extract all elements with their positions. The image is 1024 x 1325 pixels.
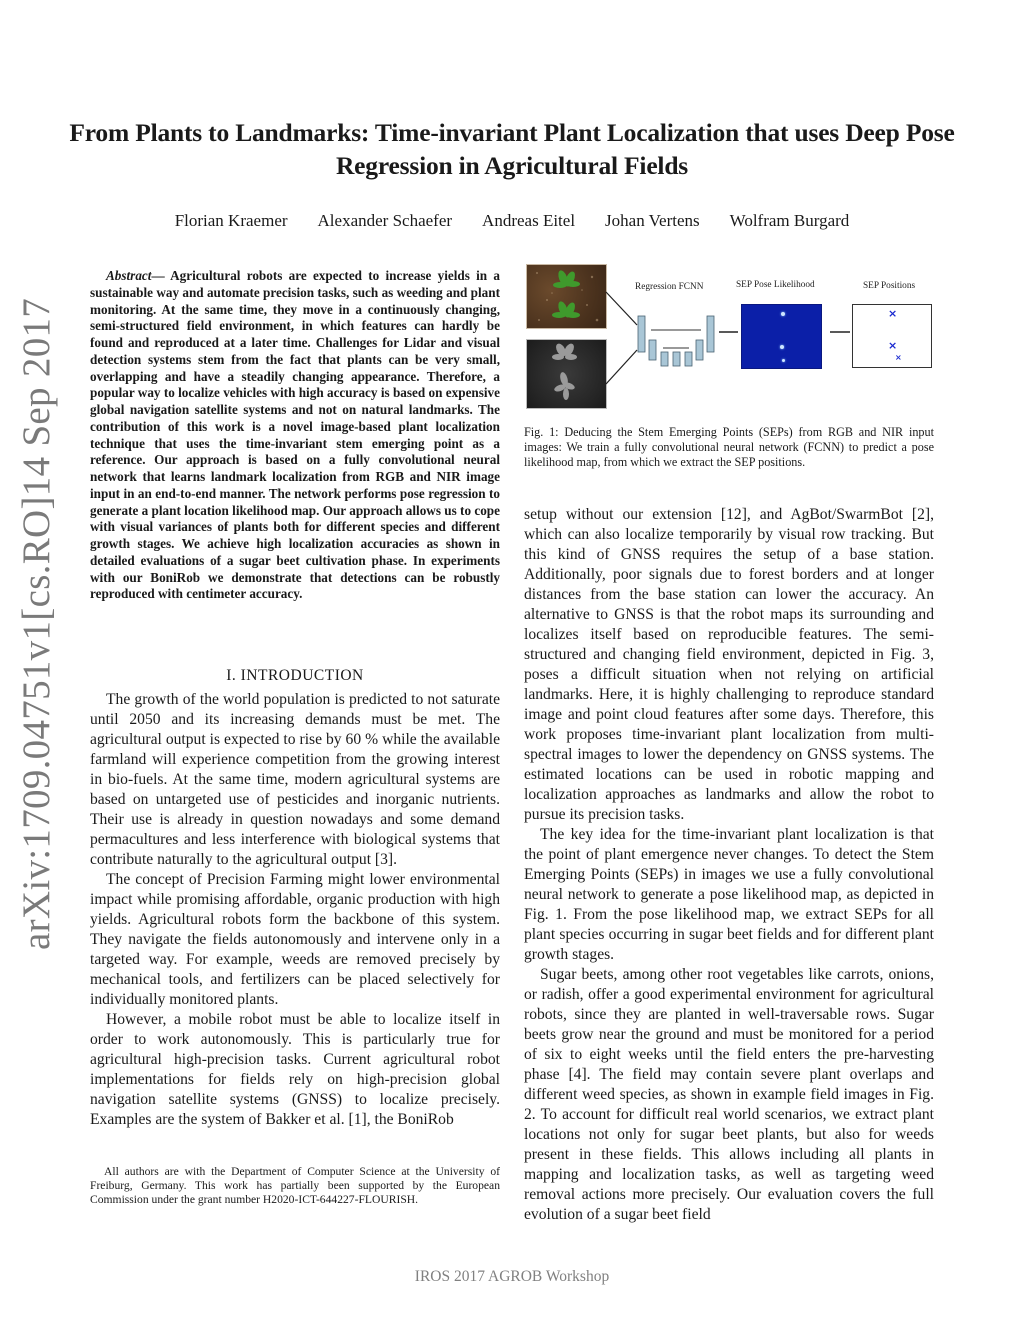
label-sep-positions: SEP Positions [863,281,916,291]
arxiv-date: 14 Sep 2017 [15,297,58,497]
author: Andreas Eitel [482,211,576,230]
abstract-label: Abstract [106,268,152,283]
fcnn-layer [661,352,668,366]
label-sep-pose-likelihood: SEP Pose Likelihood [736,280,815,290]
abstract-dash: — [151,268,165,283]
arxiv-stamp [14,297,59,950]
fcnn-layers [638,316,714,366]
fcnn-layer [673,352,680,366]
paragraph: The growth of the world population is predicted to not saturate until 2050 and its increasing demands must be met. The agricultural output is expected to rise by 60 % while the available farmland will experience competition from the growing interest in bio-fuels. At the same time, modern agricultural systems are based on untargeted use of pesticides and inorganic nutrients. Their use is already in question nowadays and some demand permacultures and less interference with biological systems that contribute naturally to the agricultural output [3]. [90,691,500,868]
fcnn-layer [638,316,645,352]
introduction-left-column [90,690,500,1130]
fcnn-layer [707,316,714,352]
fcnn-layer [696,340,703,360]
sep-marker-icon: × [888,339,898,352]
paragraph: The concept of Precision Farming might lower environmental impact while promising affordable, organic production with high yields. Agricultural robots form the backbone of this system. They navigate the fields autonomously and intervene only in a targeted way. For example, weeds are removed precisely by mechanical tools, and fertilizers can be placed selectively for individually monitored plants. [90,871,500,1008]
sep-marker-icon: × [888,307,898,320]
paragraph: Sugar beets, among other root vegetables like carrots, onions, or radish, offer a good experimental environment for agricultural robots, since they are planted in well-traversable rows. Sugar beets grow near the ground and must be monitored for a period of six to eight weeks until the field enters the pre-harvesting phase [4]. The field may contain severe plant overlaps and different weed species, as shown in example field images in Fig. 2. To account for difficult real world scenarios, we extract plant locations not only for sugar beet plants, but also for weeds present in these fields. This allows including all plants in mapping and localization tasks, as well as targeting weed removal actions more precisely. Our evaluation covers the full evolution of a sugar beet field [524,966,934,1223]
introduction-right-column [524,505,934,1225]
author: Alexander Schaefer [317,211,453,230]
connector-line [606,350,637,384]
arxiv-category: [cs.RO] [15,496,58,621]
likelihood-peak [782,359,785,362]
author: Florian Kraemer [174,211,288,230]
caption-text: Fig. 1: Deducing the Stem Emerging Points (SEPs) from RGB and NIR input images: We train a fully convolutional neural network (FCNN) to predict a pose likelihood map, from which we extract the SEP positions. [524,425,934,469]
paragraph: However, a mobile robot must be able to localize itself in order to work autonomously. This is particularly true for agricultural high-precision tasks. Current agricultural robot implementations for fields rely on high-precision global navigation satellite systems (GNSS) to localize precisely. Examples are the system of Bakker et al. [1], the BoniRob [90,1011,500,1128]
author-list [80,211,944,231]
fcnn-layer [649,340,656,360]
label-regression-fcnn: Regression FCNN [635,282,704,292]
fcnn-layer [685,352,692,366]
author: Johan Vertens [605,211,700,230]
figure-1-caption [524,425,934,470]
author-footnote [90,1165,500,1206]
paragraph: setup without our extension [12], and AgBot/SwarmBot [2], which can also localize temporarily by visual row tracking. But this kind of GNSS requires the setup of a base station. Additionally, poor signals due to forest borders and at longer distances from the base station can lower the accuracy. An alternative to GNSS is that the robot maps its surrounding and localizes itself based on reproducible features. The semi-structured and changing field environment, depicted in Fig. 3, poses a difficult situation when not relying on artificial landmarks. Here, it is highly challenging to reproduce standard image and point cloud features after some days. Therefore, this work proposes time-invariant plant localization from multi-spectral images to lower the dependency on GNSS systems. The estimated locations can be used in robotic mapping and localization approaches as landmarks and allow the robot to pursue its precision tasks. [524,506,934,823]
connector-line [606,292,637,325]
footnote-text: All authors are with the Department of Computer Science at the University of Freiburg, Germany. This work has partially been supported by the European Commission under the grant number H2020-ICT-644227-FLOURISH. [90,1165,500,1206]
section-heading-introduction: I. INTRODUCTION [226,667,364,684]
abstract [90,268,500,603]
page-footer: IROS 2017 AGROB Workshop [414,1268,610,1285]
paragraph: The key idea for the time-invariant plant localization is that the point of plant emergence never changes. To detect the Stem Emerging Points (SEPs) in images we use a fully convolutional neural network to generate a pose likelihood map, as depicted in Fig. 1. From the pose likelihood map, we extract SEPs for all plant species occurring in sugar beet fields and for different plant growth stages. [524,826,934,963]
figure-1 [524,262,936,412]
paper-title: From Plants to Landmarks: Time-invariant Plant Localization that uses Deep Pose Regression in Agricultural Fields [69,118,955,180]
likelihood-peak [781,312,785,316]
abstract-text: Agricultural robots are expected to increase yields in a sustainable way and automate precision tasks, such as weeding and plant monitoring. At the same time, they move in a continuously changing, semi-structured field environment, in which features can hardly be found and reproduced at a later time. Challenges for Lidar and visual detection systems stem from the fact that plants can be very small, overlapping and have a steadily changing appearance. Therefore, a popular way to localize vehicles with high accuracy is based on expensive global navigation satellite systems and not on natural landmarks. The contribution of this work is a novel image-based plant localization technique that uses the time-invariant stem emerging point as a reference. Our approach is based on a fully convolutional neural network that learns landmark localization from RGB and NIR image input in an end-to-end manner. The network performs pose regression to generate a plant location likelihood map. Our approach allows us to cope with visual variances of plants both for different species and different growth stages. We achieve high localization accuracies as shown in detailed evaluations of a sugar beet cultivation phase. In experiments with our BoniRob we demonstrate that detections can be robustly reproduced with centimeter accuracy. [90,268,500,602]
sep-positions-plot [852,304,932,368]
arxiv-id: arXiv:1709.04751v1 [15,620,58,950]
likelihood-peak [780,345,784,349]
sep-marker-icon: × [895,353,902,362]
author: Wolfram Burgard [729,211,850,230]
pose-likelihood-map [741,304,822,369]
